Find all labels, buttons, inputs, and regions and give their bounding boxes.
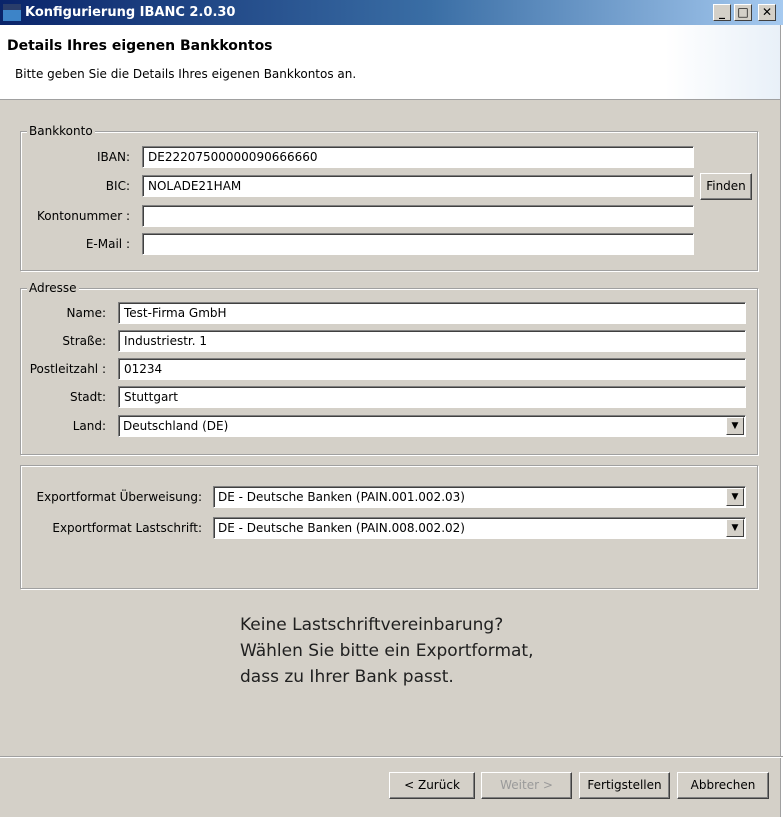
back-button[interactable]: < Zurück — [389, 772, 475, 799]
bankkonto-legend: Bankkonto — [29, 124, 93, 138]
chevron-down-icon[interactable]: ▼ — [726, 417, 744, 435]
chevron-down-icon[interactable]: ▼ — [726, 519, 744, 537]
email-input[interactable] — [142, 233, 694, 255]
title-bar — [0, 0, 783, 25]
hint-line-2: Wählen Sie bitte ein Exportformat, — [240, 641, 534, 661]
page-title: Details Ihres eigenen Bankkontos — [7, 38, 273, 54]
land-select[interactable] — [118, 415, 746, 437]
email-label: E-Mail : — [85, 237, 130, 251]
wizard-header — [0, 25, 783, 100]
land-select-value: Deutschland (DE) — [123, 419, 229, 433]
find-button[interactable]: Finden — [700, 173, 752, 200]
ueberweisung-select[interactable] — [213, 486, 746, 508]
lastschrift-select-value: DE - Deutsche Banken (PAIN.008.002.02) — [218, 521, 465, 535]
hint-text — [240, 612, 534, 690]
hint-line-3: dass zu Ihrer Bank passt. — [240, 667, 454, 687]
stadt-input[interactable]: Stuttgart — [118, 386, 746, 408]
lastschrift-label: Exportformat Lastschrift: — [52, 521, 202, 535]
postleitzahl-label: Postleitzahl : — [29, 362, 106, 376]
kontonummer-input[interactable] — [142, 205, 694, 227]
iban-label: IBAN: — [97, 150, 130, 164]
lastschrift-select[interactable] — [213, 517, 746, 539]
cancel-button[interactable]: Abbrechen — [677, 772, 769, 799]
chevron-down-icon[interactable]: ▼ — [726, 488, 744, 506]
footer-separator — [0, 756, 783, 758]
maximize-button[interactable]: □ — [734, 4, 752, 21]
adresse-legend: Adresse — [29, 281, 77, 295]
iban-input[interactable]: DE22207500000090666660 — [142, 146, 694, 168]
next-button[interactable]: Weiter > — [481, 772, 572, 799]
name-input[interactable]: Test-Firma GmbH — [118, 302, 746, 324]
name-label: Name: — [66, 306, 106, 320]
kontonummer-label: Kontonummer : — [36, 209, 130, 223]
postleitzahl-input[interactable]: 01234 — [118, 358, 746, 380]
ueberweisung-label: Exportformat Überweisung: — [36, 490, 202, 504]
ueberweisung-select-value: DE - Deutsche Banken (PAIN.001.002.03) — [218, 490, 465, 504]
bic-input[interactable]: NOLADE21HAM — [142, 175, 694, 197]
finish-button[interactable]: Fertigstellen — [579, 772, 670, 799]
app-icon — [3, 4, 21, 21]
strasse-label: Straße: — [62, 334, 106, 348]
minimize-button[interactable]: _ — [713, 4, 731, 21]
land-label: Land: — [72, 419, 106, 433]
hint-line-1: Keine Lastschriftvereinbarung? — [240, 615, 504, 635]
window-title: Konfigurierung IBANC 2.0.30 — [25, 5, 236, 20]
close-button[interactable]: ✕ — [758, 4, 776, 21]
page-description: Bitte geben Sie die Details Ihres eigenen Bankkontos an. — [15, 67, 357, 81]
strasse-input[interactable]: Industriestr. 1 — [118, 330, 746, 352]
stadt-label: Stadt: — [69, 390, 106, 404]
bic-label: BIC: — [105, 179, 130, 193]
